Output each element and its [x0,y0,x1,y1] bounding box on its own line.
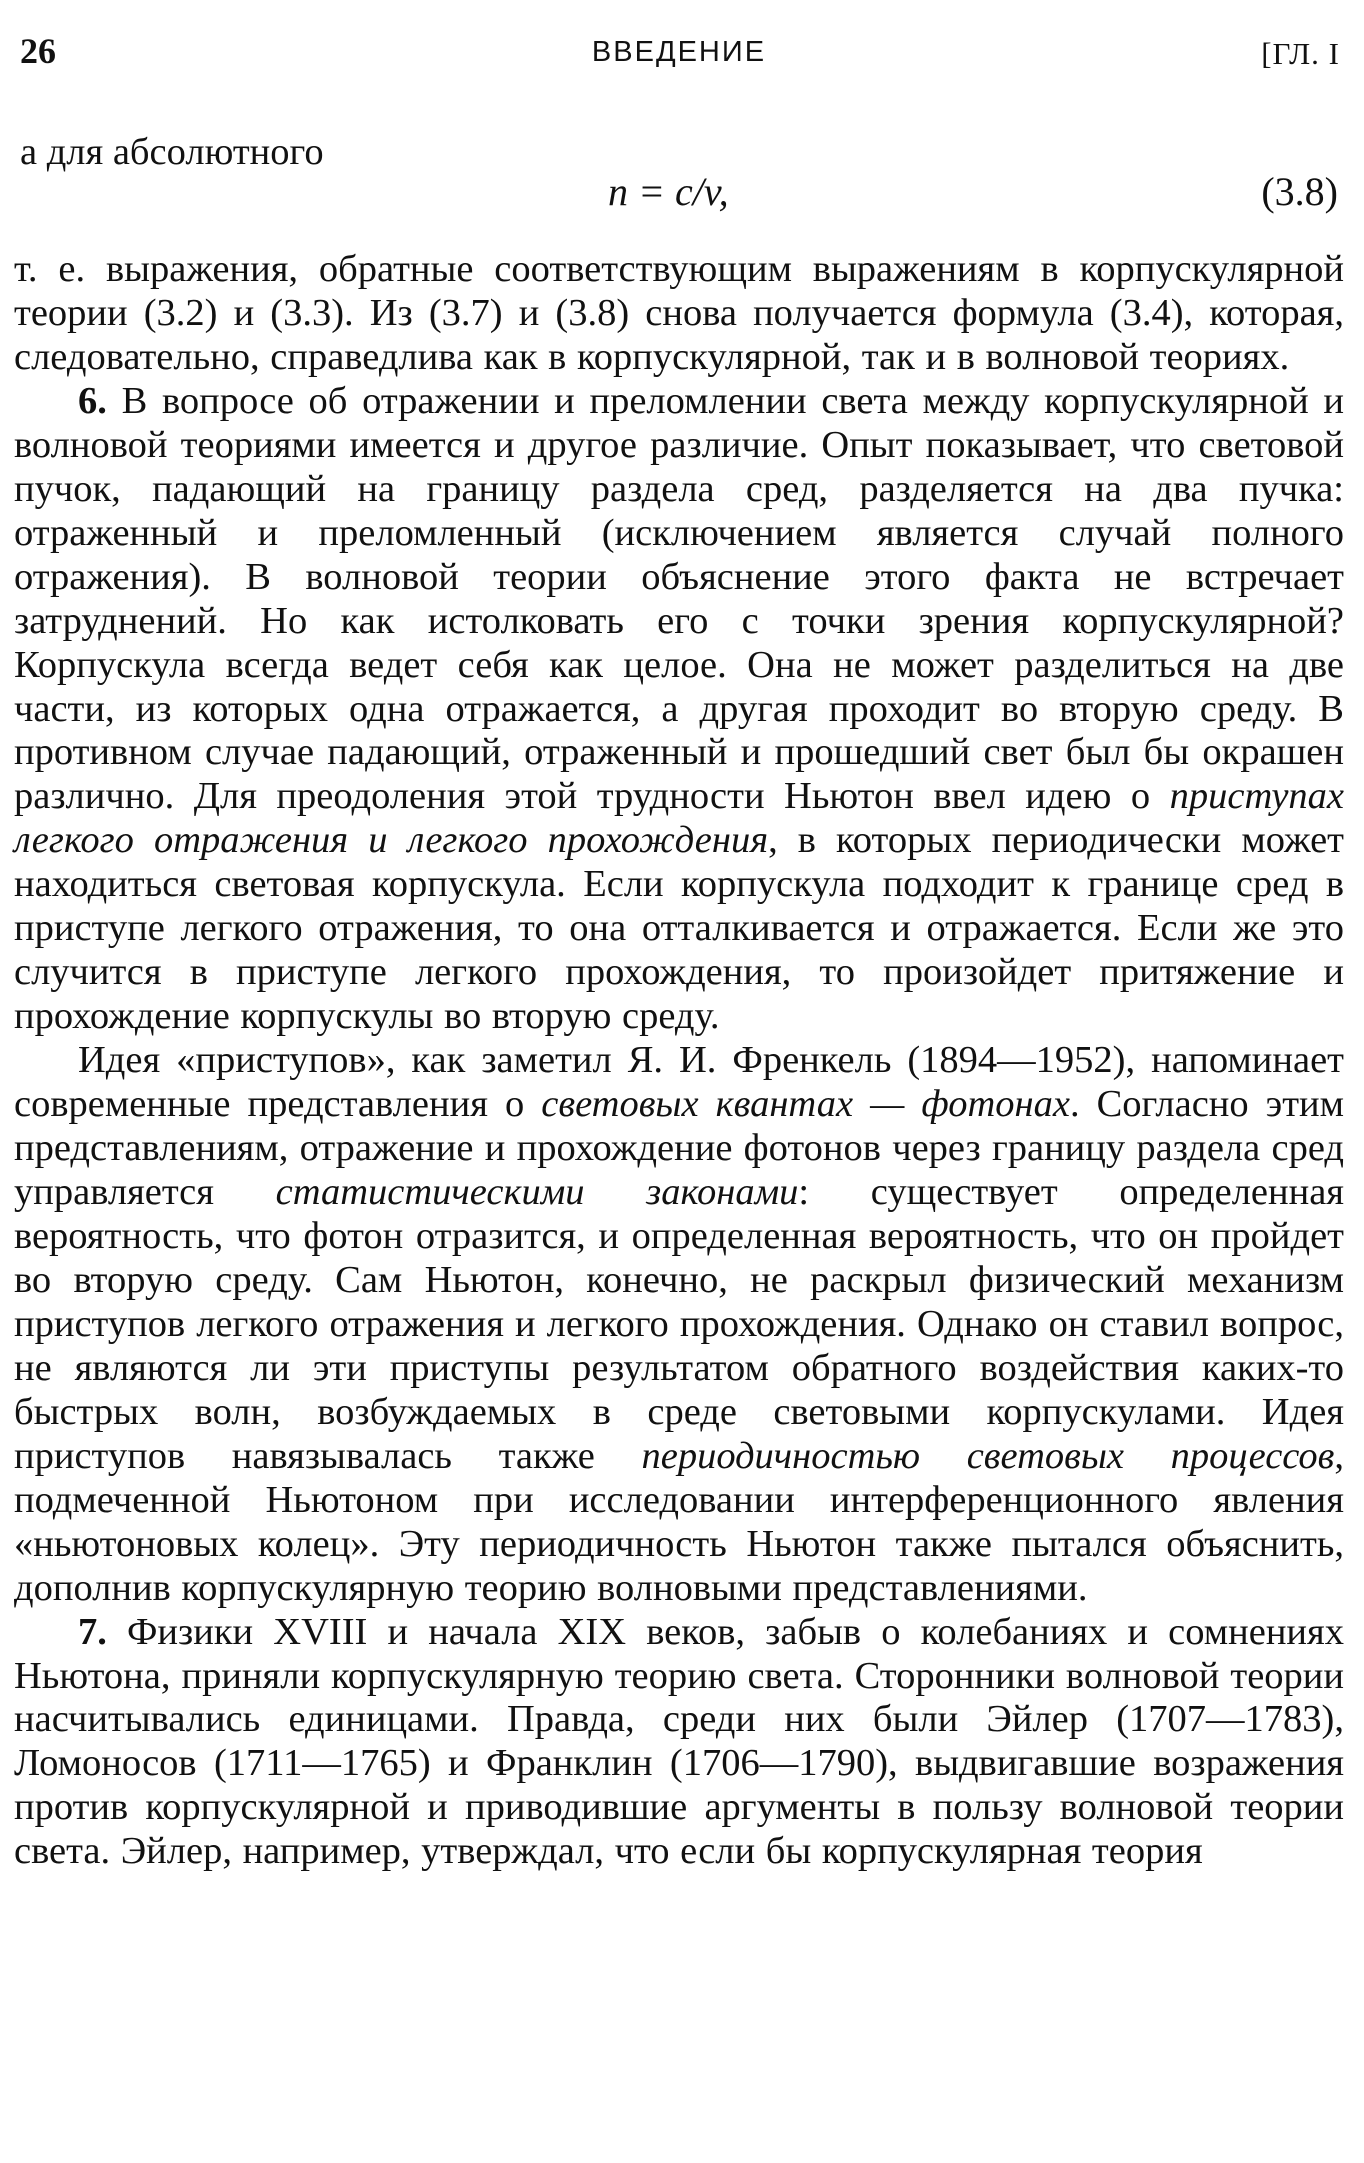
paragraph-text: В вопросе об отражении и преломлении света между корпускулярной и волновой теориями имеется и другое различие. Опыт показывает, что световой пучок, падающий на границу раздела сред, разделяется на два пучка: отраженный и преломленный (исключением является случай полного отражения). В волновой теории объяснение этого факта не встречает затруднений. Но как истолковать его с точки зрения корпускулярной? Корпускула всегда ведет себя как целое. Она не может разделиться на две части, из которых одна отражается, а другая проходит во вторую среду. В противном случае падающий, отраженный и прошедший свет был бы окрашен различно. Для преодоления этой трудности Ньютон ввел идею о [14,379,1344,818]
equation-expression: n = c/v, [608,169,729,214]
paragraph-text: , в которых периодически может находиться световая корпускула. Если корпускула подходит к границе сред в приступе легкого отражения, то она отталкивается и отражается. Если же это случится в приступе легкого прохождения, то произойдет притяжение и прохождение корпускулы во вторую среду. [14,819,1344,1038]
emphasis-text: периодичностью световых процессов [641,1434,1335,1477]
running-header [14,18,1344,78]
paragraph-section-6 [14,380,1344,1039]
paragraph-text: , подмеченной Ньютоном при исследовании интерференционного явления «ньютоновых колец». Эту периодичность Ньютон также пытался объяснить, дополнив корпускулярную теорию волновыми представлениями. [14,1434,1344,1609]
chapter-title: ВВЕДЕНИЕ [591,36,767,68]
page-number: 26 [20,31,56,71]
paragraph-text: Физики XVIII и начала XIX веков, забыв о колебаниях и сомнениях Ньютона, приняли корпускулярную теорию света. Сторонники волновой теории насчитывались единицами. Правда, среди них были Эйлер (1707—1783), Ломоносов (1711—1765) и Франклин (1706—1790), выдвигавшие возражения против корпускулярной и приводившие аргументы в пользу волновой теории света. Эйлер, например, утверждал, что если бы корпускулярная теория [14,1610,1344,1873]
equation-3-8 [14,169,1344,248]
emphasis-text: приступах легкого отражения и легкого прохождения [14,775,1344,862]
chapter-marker: [ГЛ. I [1261,36,1340,71]
section-number: 6. [78,379,107,422]
paragraph-frenkel [14,1039,1344,1610]
section-number: 7. [78,1610,107,1653]
emphasis-text: световых квантах — фотонах [541,1083,1070,1126]
paragraph-continuation [14,248,1344,380]
paragraph-text: т. е. выражения, обратные соответствующим выражениям в корпускулярной теории (3.2) и (3.3). Из (3.7) и (3.8) снова получается формула (3.4), которая, следовательно, справедлива как в корпускулярной, так и в волновой теориях. [14,248,1344,378]
equation-number: (3.8) [1261,169,1338,214]
book-page [14,18,1344,2148]
emphasis-text: статистическими законами [275,1171,799,1214]
paragraph-text: . Согласно этим представлениям, отражение и прохождение фотонов через границу раздела сред управляется [14,1083,1345,1214]
paragraph-text: : существует определенная вероятность, что фотон отразится, и определенная вероятность, что он пройдет во вторую среду. Сам Ньютон, конечно, не раскрыл физический механизм приступов легкого отражения и легкого прохождения. Однако он ставил вопрос, не являются ли эти приступы результатом обратного воздействия каких-то быстрых волн, возбуждаемых в среде световыми корпускулами. Идея приступов навязывалась также [14,1171,1344,1477]
paragraph-section-7 [14,1611,1344,1875]
intro-line: а для абсолютного [20,131,324,173]
paragraph-text: Идея «приступов», как заметил Я. И. Френкель (1894—1952), напоминает современные представления о [14,1039,1344,1126]
